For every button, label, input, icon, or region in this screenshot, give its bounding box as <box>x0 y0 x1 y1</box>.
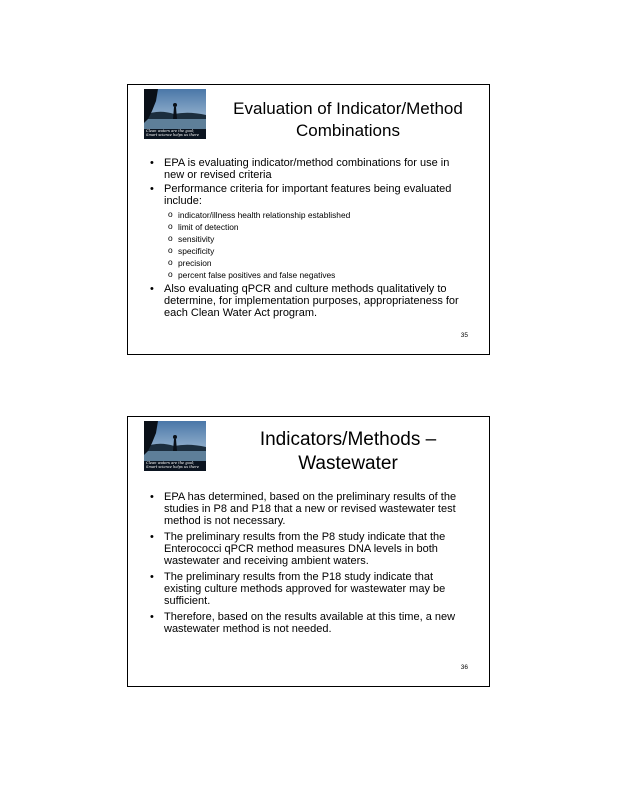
bullet-item: • EPA is evaluating indicator/method combinations for use in new or revised criteria <box>150 157 470 181</box>
bullet-item: • The preliminary results from the P8 study indicate that the Enterococci qPCR method measures DNA levels in both wastewater and receiving ambient waters. <box>150 531 470 567</box>
sub-bullet-item: o indicator/illness health relationship established <box>164 209 470 221</box>
bullet-item: • Therefore, based on the results available at this time, a new wastewater method is not needed. <box>150 611 470 635</box>
slide-title: Evaluation of Indicator/Method Combinations <box>233 99 463 140</box>
bullet-text: Performance criteria for important features being evaluated include: <box>164 183 452 207</box>
sub-bullet-item: o specificity <box>164 245 470 257</box>
logo-caption: Clean waters are the goal; Smart science helps us there <box>144 129 206 139</box>
bullet-item: • Also evaluating qPCR and culture methods qualitatively to determine, for implementation purposes, appropriateness for each Clean Water Act program. <box>150 283 470 319</box>
bullet-item <box>150 183 470 281</box>
slide-36 <box>127 416 490 687</box>
sub-bullet-item: o limit of detection <box>164 221 470 233</box>
logo-caption: Clean waters are the goal; Smart science helps us there <box>144 461 206 471</box>
bullet-item: • EPA has determined, based on the preliminary results of the studies in P8 and P18 that a new or revised wastewater test method is not necessary. <box>150 491 470 527</box>
sub-bullet-list <box>164 209 470 281</box>
sub-bullet-item: o precision <box>164 257 470 269</box>
sub-bullet-item: o percent false positives and false negatives <box>164 269 470 281</box>
logo-image <box>144 89 206 139</box>
slide-35 <box>127 84 490 355</box>
page-number: 36 <box>460 664 468 671</box>
logo-image <box>144 421 206 471</box>
page-number: 35 <box>460 332 468 339</box>
bullet-item: • The preliminary results from the P18 study indicate that existing culture methods approved for wastewater may be sufficient. <box>150 571 470 607</box>
bullet-list <box>150 491 470 639</box>
bullet-list <box>150 157 470 321</box>
slide-title: Indicators/Methods – Wastewater <box>259 429 437 474</box>
sub-bullet-item: o sensitivity <box>164 233 470 245</box>
